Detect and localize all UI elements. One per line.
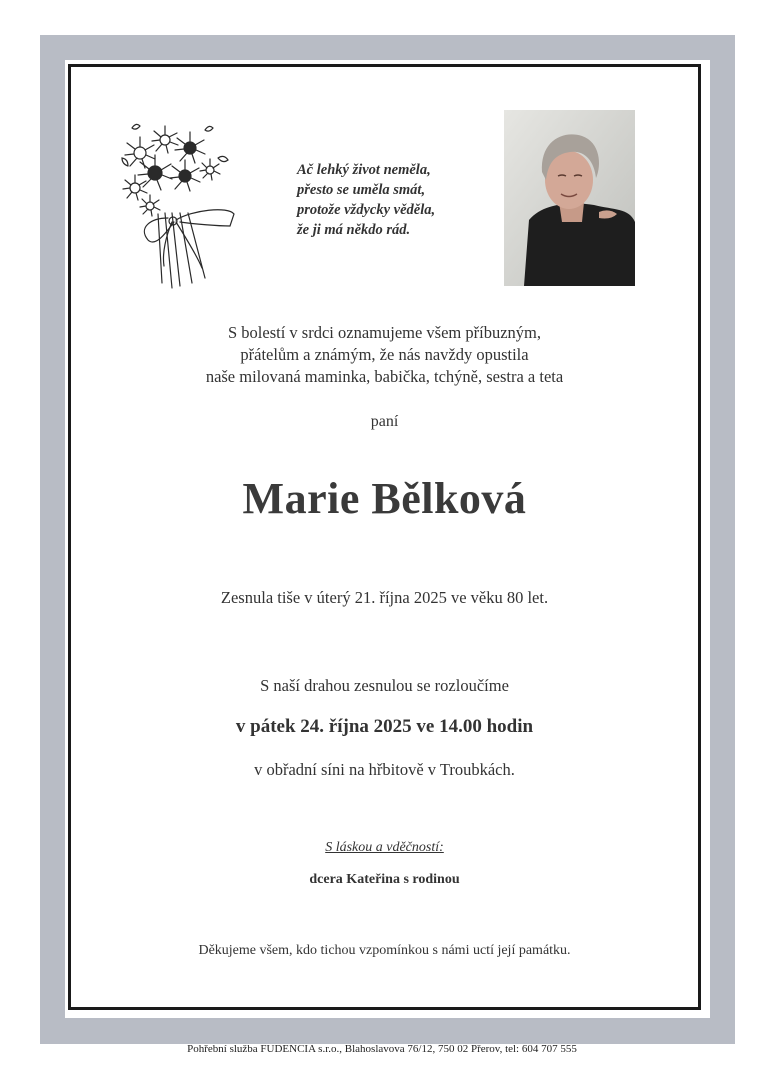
portrait-photo	[504, 110, 635, 286]
funeral-service-footer: Pohřební služba FUDENCIA s.r.o., Blahoslavova 76/12, 750 02 Přerov, tel: 604 707 555	[187, 1043, 577, 1055]
announcement-text	[68, 322, 701, 388]
announcement-line: S bolestí v srdci oznamujeme všem příbuzným,	[228, 323, 541, 342]
with-love-line: S láskou a vděčností:	[325, 840, 444, 855]
poem-line: protože vždycky věděla,	[297, 202, 436, 218]
poem-line: Ač lehký život neměla,	[297, 162, 431, 178]
death-notice: Zesnula tiše v úterý 21. října 2025 ve věku 80 let.	[220, 588, 549, 607]
farewell-intro: S naší drahou zesnulou se rozloučíme	[260, 676, 509, 695]
family-signature: dcera Kateřina s rodinou	[309, 872, 460, 887]
announcement-line: naše milovaná maminka, babička, tchýně, sestra a teta	[205, 367, 564, 386]
funeral-place: v obřadní síni na hřbitově v Troubkách.	[254, 760, 515, 779]
poem	[297, 160, 497, 240]
poem-line: že ji má někdo rád.	[297, 222, 411, 238]
announcement-line: přátelům a známým, že nás navždy opustila	[240, 345, 529, 364]
thanks-line: Děkujeme všem, kdo tichou vzpomínkou s námi uctí její památku.	[198, 943, 571, 958]
salutation: paní	[370, 413, 399, 430]
poem-line: přesto se uměla smát,	[297, 182, 426, 198]
funeral-datetime: v pátek 24. října 2025 ve 14.00 hodin	[235, 716, 534, 737]
deceased-name: Marie Bělková	[242, 474, 527, 523]
flower-bouquet-icon	[110, 118, 245, 293]
